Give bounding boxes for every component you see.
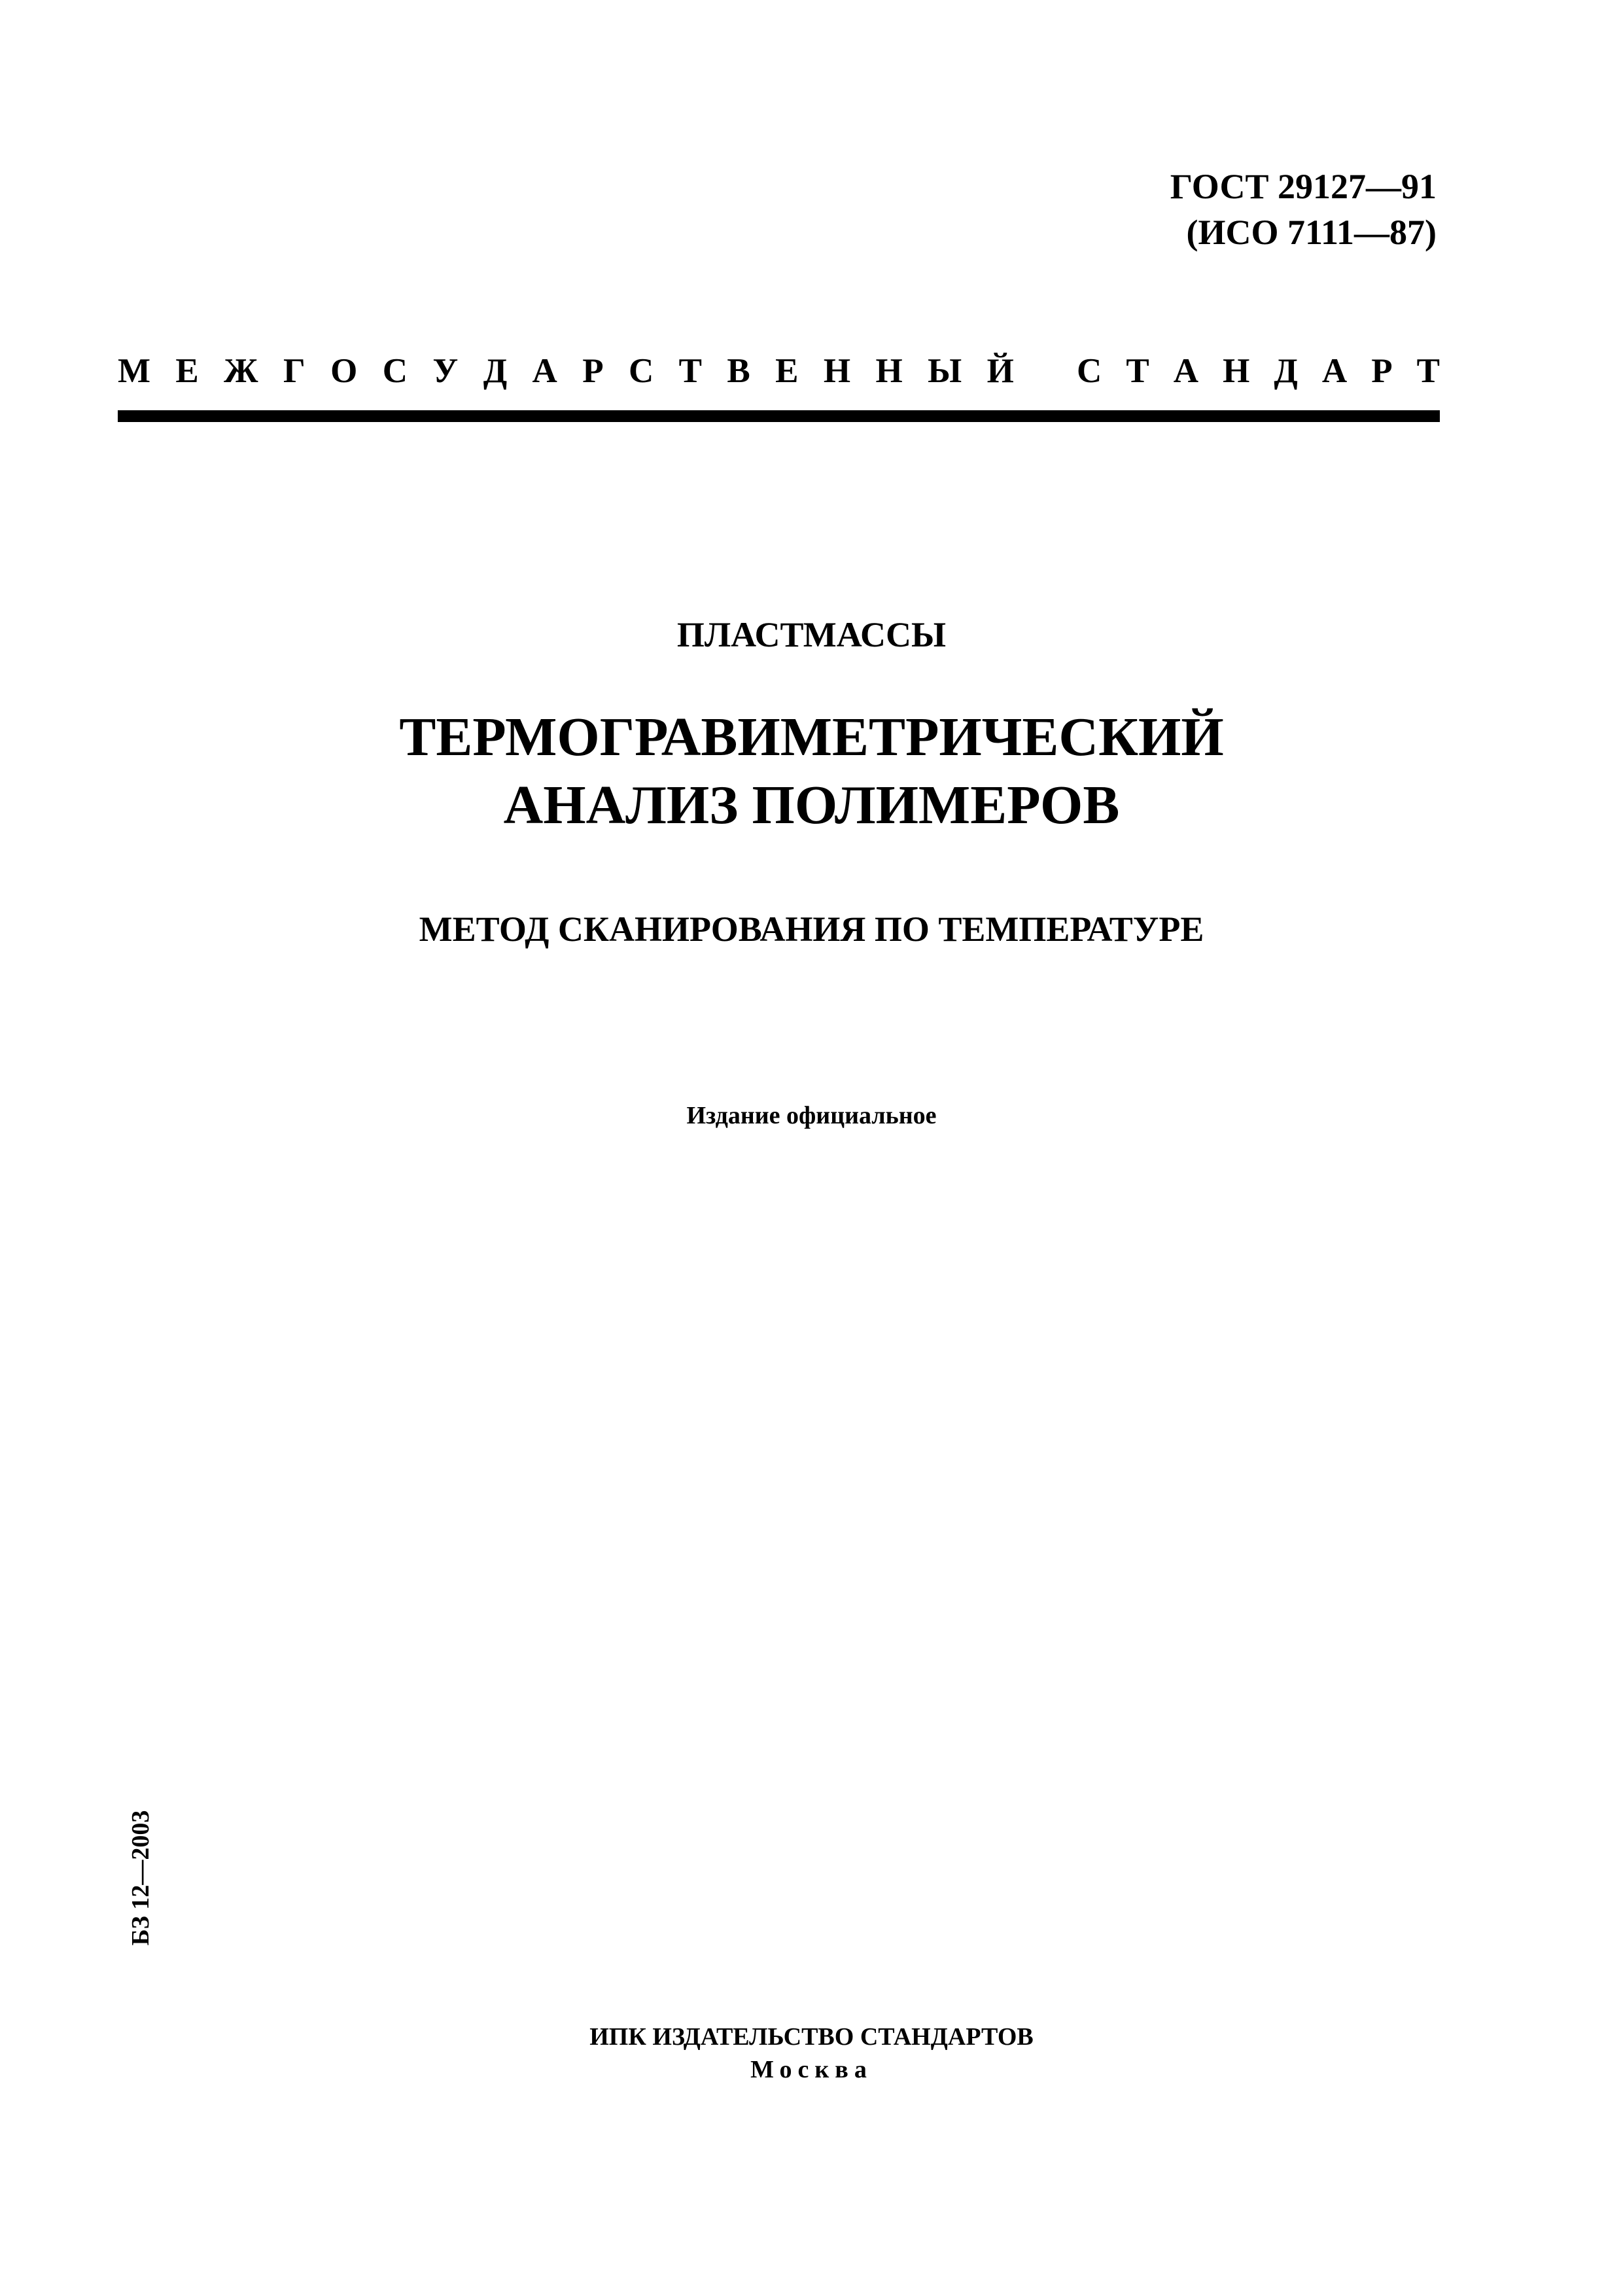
- letter: О: [330, 352, 358, 390]
- main-title-line-1: ТЕРМОГРАВИМЕТРИЧЕСКИЙ: [399, 707, 1224, 768]
- letter: Ж: [224, 352, 258, 390]
- letter: А: [1321, 352, 1348, 390]
- letter: Д: [483, 352, 508, 390]
- standard-type-word-interstate: [118, 345, 1014, 397]
- side-code-text: БЗ 12—2003: [127, 1810, 154, 1946]
- letter: С: [628, 352, 654, 390]
- letter: Т: [1126, 352, 1149, 390]
- gost-number: ГОСТ 29127—91: [1170, 167, 1437, 206]
- letter: Р: [1371, 352, 1393, 390]
- letter: А: [1173, 352, 1199, 390]
- letter: Й: [986, 352, 1014, 390]
- letter: Ы: [928, 352, 962, 390]
- method-subtitle: МЕТОД СКАНИРОВАНИЯ ПО ТЕМПЕРАТУРЕ: [419, 910, 1204, 949]
- letter: Е: [175, 352, 199, 390]
- letter: В: [727, 352, 750, 390]
- standard-type-heading: [118, 345, 1440, 397]
- main-title: [0, 703, 1623, 839]
- letter: С: [382, 352, 408, 390]
- letter: Н: [1223, 352, 1250, 390]
- document-designation: [1170, 164, 1437, 255]
- letter: Н: [823, 352, 851, 390]
- letter: А: [532, 352, 557, 390]
- letter: Е: [775, 352, 799, 390]
- publisher-city: Москва: [750, 2056, 873, 2083]
- letter: Н: [875, 352, 903, 390]
- heading-divider-rule: [118, 410, 1440, 422]
- edition-note: Издание официальное: [686, 1102, 937, 1129]
- main-title-line-2: АНАЛИЗ ПОЛИМЕРОВ: [503, 775, 1120, 836]
- iso-number: (ИСО 7111—87): [1186, 213, 1437, 252]
- standard-type-word-standard: [1077, 345, 1440, 397]
- letter: М: [118, 352, 151, 390]
- category-title: ПЛАСТМАССЫ: [676, 615, 947, 654]
- letter: Т: [678, 352, 703, 390]
- publisher-name: ИПК ИЗДАТЕЛЬСТВО СТАНДАРТОВ: [589, 2023, 1034, 2051]
- letter: У: [432, 352, 459, 390]
- letter: Г: [283, 352, 305, 390]
- side-code: [121, 1806, 160, 1950]
- letter: Р: [582, 352, 604, 390]
- letter: Д: [1274, 352, 1298, 390]
- letter: С: [1077, 352, 1102, 390]
- letter: Т: [1416, 352, 1440, 390]
